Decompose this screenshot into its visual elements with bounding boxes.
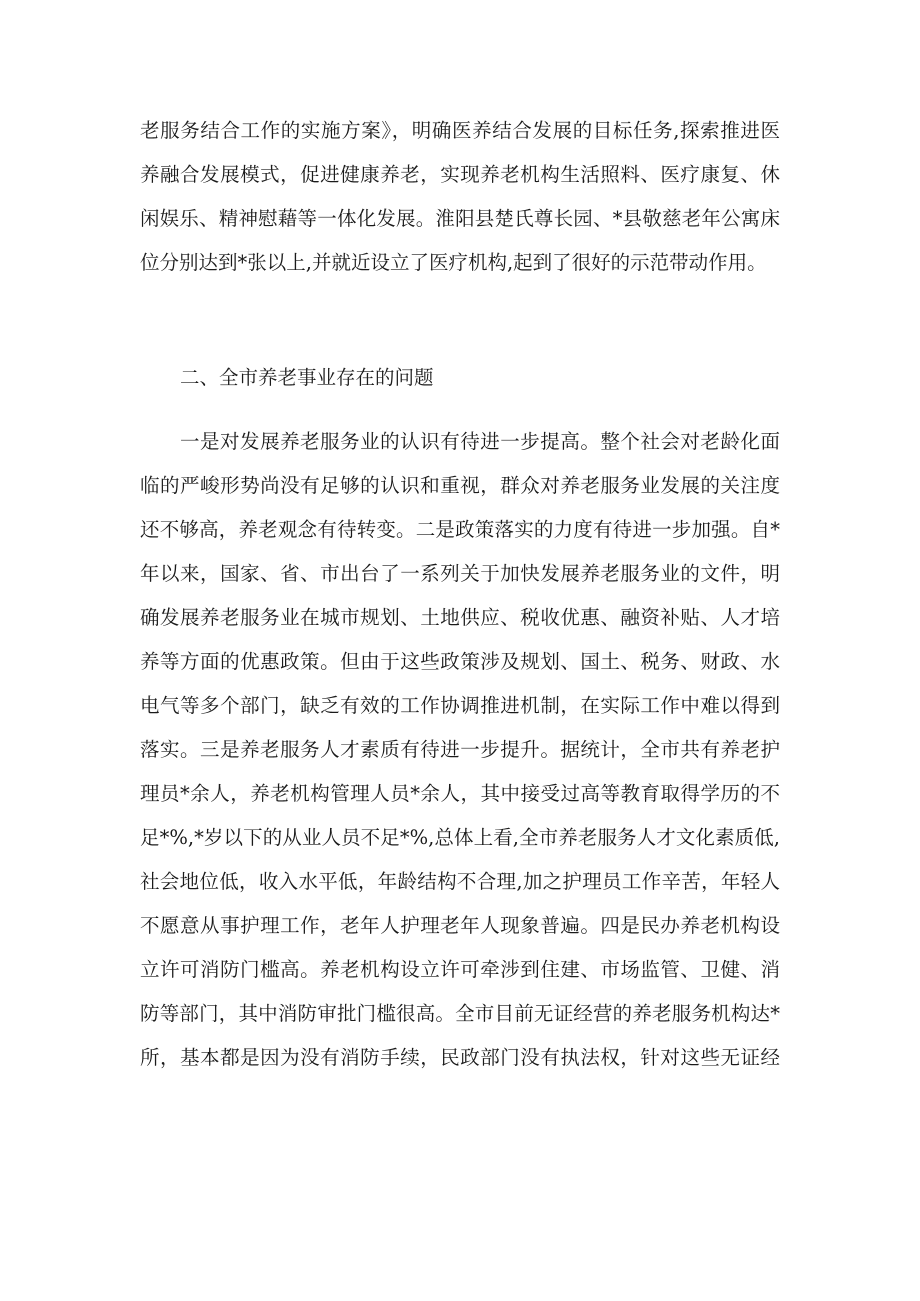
paragraph-2-line-5: 确发展养老服务业在城市规划、土地供应、税收优惠、融资补贴、人才培 — [140, 606, 780, 629]
paragraph-1-line-2: 养融合发展模式，促进健康养老，实现养老机构生活照料、医疗康复、休 — [140, 163, 780, 186]
paragraph-2-line-8: 落实。三是养老服务人才素质有待进一步提升。据统计，全市共有养老护 — [140, 738, 780, 761]
paragraph-2-line-11: 社会地位低，收入水平低，年龄结构不合理,加之护理员工作辛苦，年轻人 — [140, 870, 780, 893]
paragraph-2-line-7: 电气等多个部门，缺乏有效的工作协调推进机制，在实际工作中难以得到 — [140, 694, 780, 717]
paragraph-2-line-6: 养等方面的优惠政策。但由于这些政策涉及规划、国土、税务、财政、水 — [140, 650, 780, 673]
paragraph-2-line-10: 足*%,*岁以下的从业人员不足*%,总体上看,全市养老服务人才文化素质低, — [140, 826, 780, 849]
paragraph-2-line-4: 年以来，国家、省、市出台了一系列关于加快发展养老服务业的文件，明 — [140, 562, 780, 585]
paragraph-2-line-3: 还不够高，养老观念有待转变。二是政策落实的力度有待进一步加强。自* — [140, 518, 780, 541]
paragraph-2-line-13: 立许可消防门槛高。养老机构设立许可牵涉到住建、市场监管、卫健、消 — [140, 958, 780, 981]
section-heading: 二、全市养老事业存在的问题 — [180, 366, 434, 389]
paragraph-1-line-1: 老服务结合工作的实施方案》，明确医养结合发展的目标任务,探索推进医 — [140, 119, 780, 142]
paragraph-2-line-2: 临的严峻形势尚没有足够的认识和重视，群众对养老服务业发展的关注度 — [140, 474, 780, 497]
paragraph-2-line-9: 理员*余人，养老机构管理人员*余人，其中接受过高等教育取得学历的不 — [140, 782, 780, 805]
paragraph-1-line-4: 位分别达到*张以上,并就近设立了医疗机构,起到了很好的示范带动作用。 — [140, 251, 767, 274]
paragraph-1-line-3: 闲娱乐、精神慰藉等一体化发展。淮阳县楚氏尊长园、*县敬慈老年公寓床 — [140, 207, 780, 230]
paragraph-2-line-12: 不愿意从事护理工作，老年人护理老年人现象普遍。四是民办养老机构设 — [140, 914, 780, 937]
paragraph-2-line-14: 防等部门，其中消防审批门槛很高。全市目前无证经营的养老服务机构达* — [140, 1002, 780, 1025]
paragraph-2-line-15: 所，基本都是因为没有消防手续，民政部门没有执法权，针对这些无证经 — [140, 1046, 780, 1069]
paragraph-2-line-1: 一是对发展养老服务业的认识有待进一步提高。整个社会对老龄化面 — [180, 430, 780, 453]
